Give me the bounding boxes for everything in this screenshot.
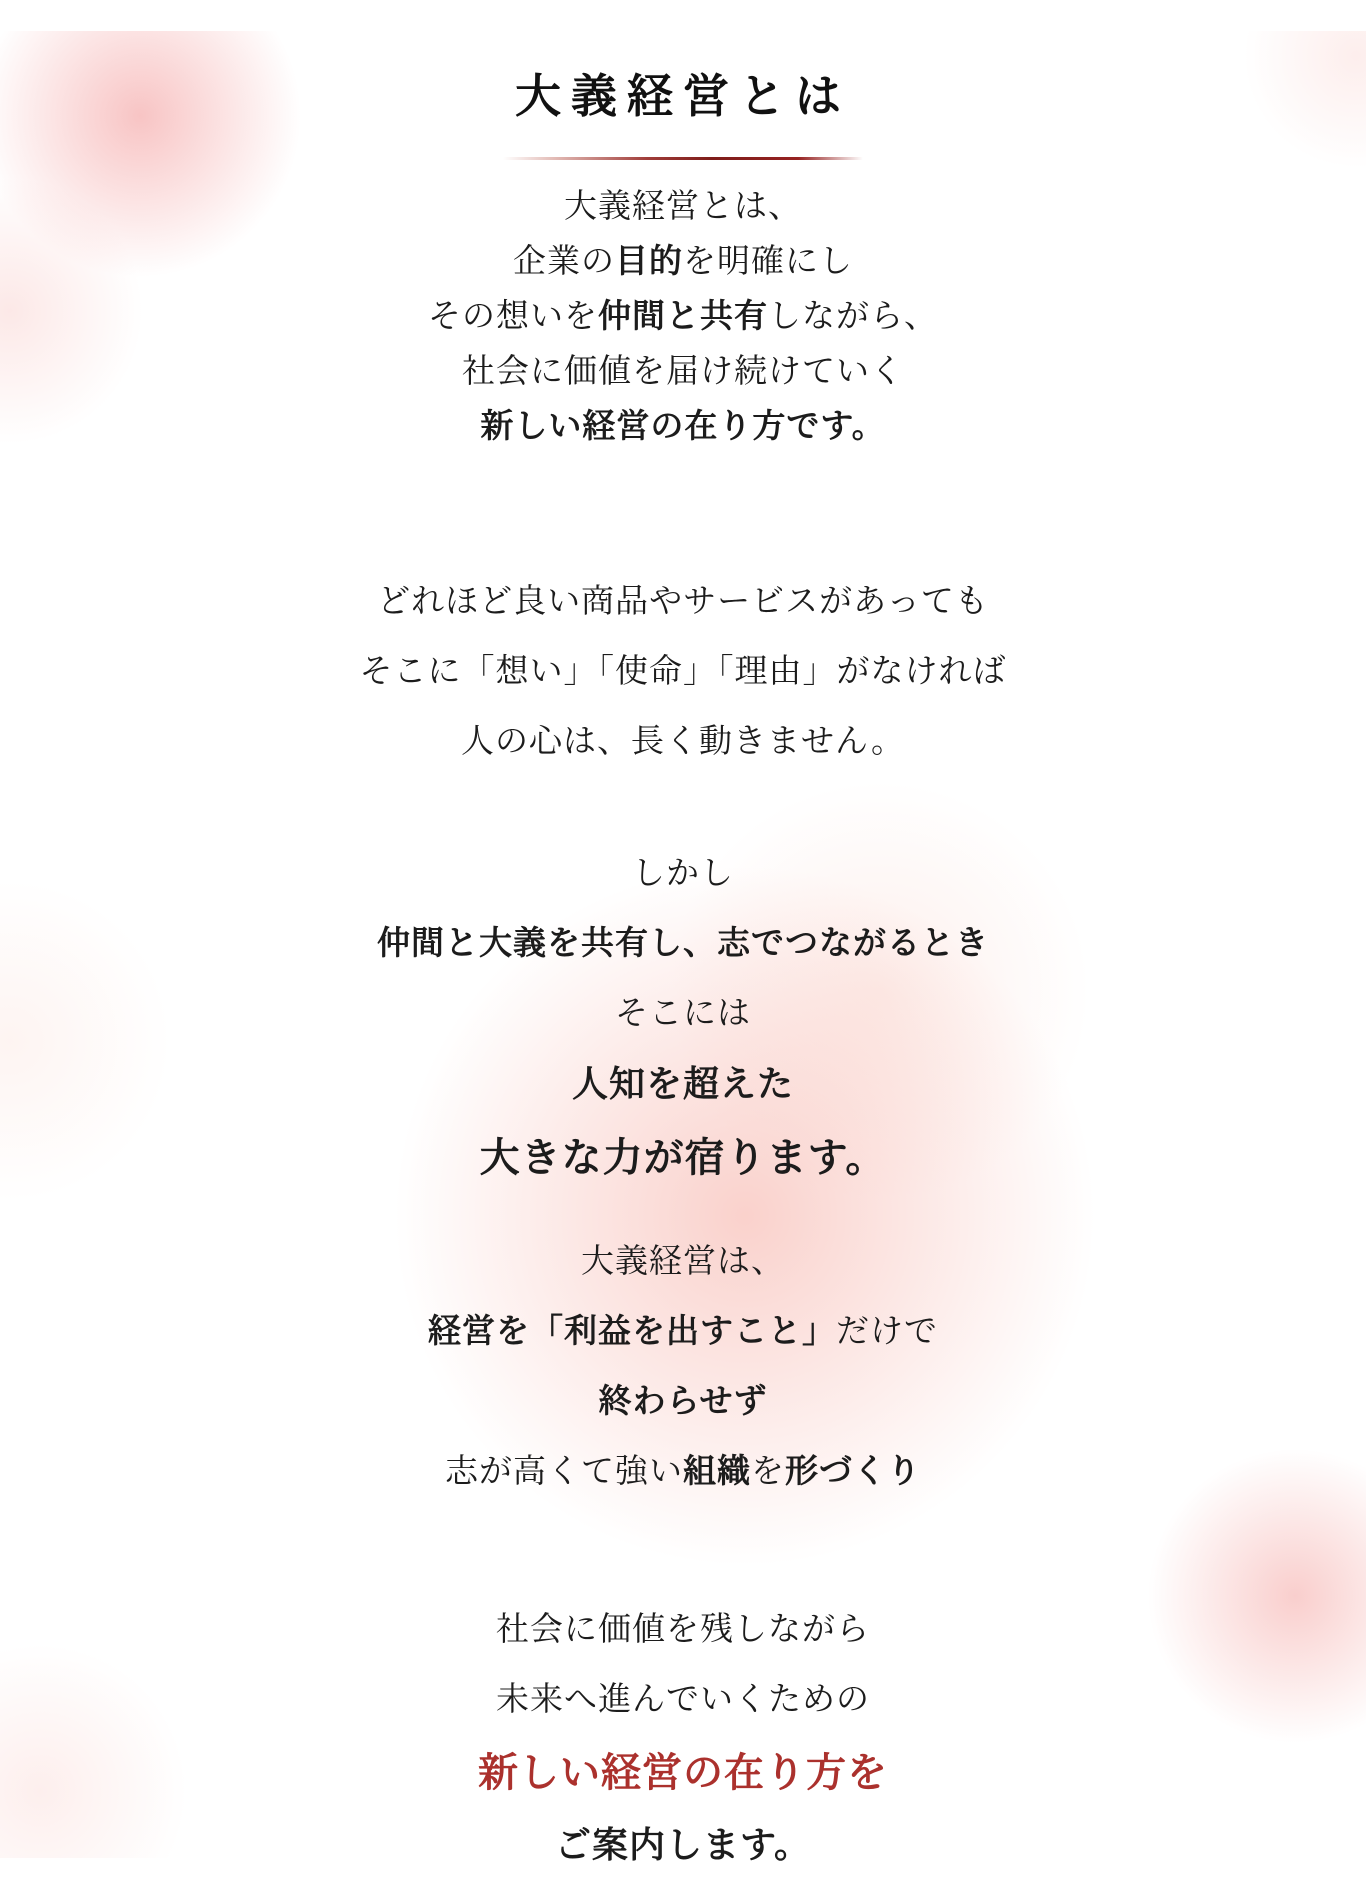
text-line: [0, 400, 1366, 455]
page-title: 大義経営とは: [515, 70, 851, 122]
text-segment: 企業の: [513, 244, 615, 281]
text-segment: 大義経営は、: [581, 1244, 785, 1281]
text-segment: 組織: [683, 1454, 751, 1491]
text-line: [0, 567, 1366, 637]
text-segment: しながら、: [768, 299, 938, 336]
text-segment: そこには: [615, 996, 751, 1033]
text-segment: その想いを: [428, 299, 598, 336]
text-line: [0, 235, 1366, 290]
paragraph: [0, 567, 1366, 777]
text-segment: 終わらせず: [598, 1384, 768, 1421]
text-segment: 社会に価値を届け続けていく: [462, 354, 904, 391]
title-underline-divider: [503, 157, 863, 160]
text-segment: 新しい経営の在り方です。: [480, 409, 886, 446]
text-line: [0, 1595, 1366, 1665]
body-text: [0, 180, 1366, 1881]
text-segment: ご案内します。: [554, 1825, 812, 1866]
text-segment: しかし: [632, 856, 734, 893]
text-line: [0, 979, 1366, 1049]
text-line: [0, 1227, 1366, 1297]
text-segment: だけで: [836, 1314, 938, 1351]
text-line: [0, 1049, 1366, 1120]
text-line: [0, 345, 1366, 400]
text-segment: 仲間と共有: [598, 299, 768, 336]
text-segment: 目的: [615, 244, 683, 281]
text-line: [0, 180, 1366, 235]
text-line: [0, 637, 1366, 707]
text-segment: そこに「想い」「使命」「理由」がなければ: [359, 654, 1007, 691]
paragraph: [0, 1595, 1366, 1881]
text-segment: 仲間と大義を共有し、志でつながるとき: [377, 926, 989, 963]
text-segment: どれほど良い商品やサービスがあっても: [377, 584, 989, 621]
text-line: [0, 839, 1366, 909]
paragraph: [0, 1227, 1366, 1507]
text-line: [0, 290, 1366, 345]
text-segment: 未来へ進んでいくための: [496, 1682, 870, 1719]
text-segment: 社会に価値を残しながら: [496, 1612, 870, 1649]
text-line: [0, 1437, 1366, 1507]
text-line: [0, 909, 1366, 979]
text-line: [0, 1810, 1366, 1881]
text-line: [0, 707, 1366, 777]
text-segment: を: [751, 1454, 785, 1491]
text-segment: を明確にし: [683, 244, 853, 281]
text-segment: 経営を「利益を出すこと」: [428, 1314, 836, 1351]
text-segment: 形づくり: [785, 1454, 921, 1491]
text-segment: 大きな力が宿ります。: [479, 1135, 887, 1181]
text-segment: 新しい経営の在り方を: [478, 1750, 888, 1796]
text-segment: 人の心は、長く動きません。: [461, 724, 905, 761]
text-segment: 志が高くて強い: [445, 1454, 683, 1491]
text-segment: 大義経営とは、: [564, 189, 802, 226]
text-line: [0, 1120, 1366, 1195]
paragraph: [0, 839, 1366, 1195]
page: [0, 31, 1366, 1866]
text-line: [0, 1665, 1366, 1735]
text-line: [0, 1367, 1366, 1437]
text-line: [0, 1735, 1366, 1810]
text-line: [0, 1297, 1366, 1367]
text-segment: 人知を超えた: [571, 1064, 794, 1105]
paragraph: [0, 180, 1366, 455]
